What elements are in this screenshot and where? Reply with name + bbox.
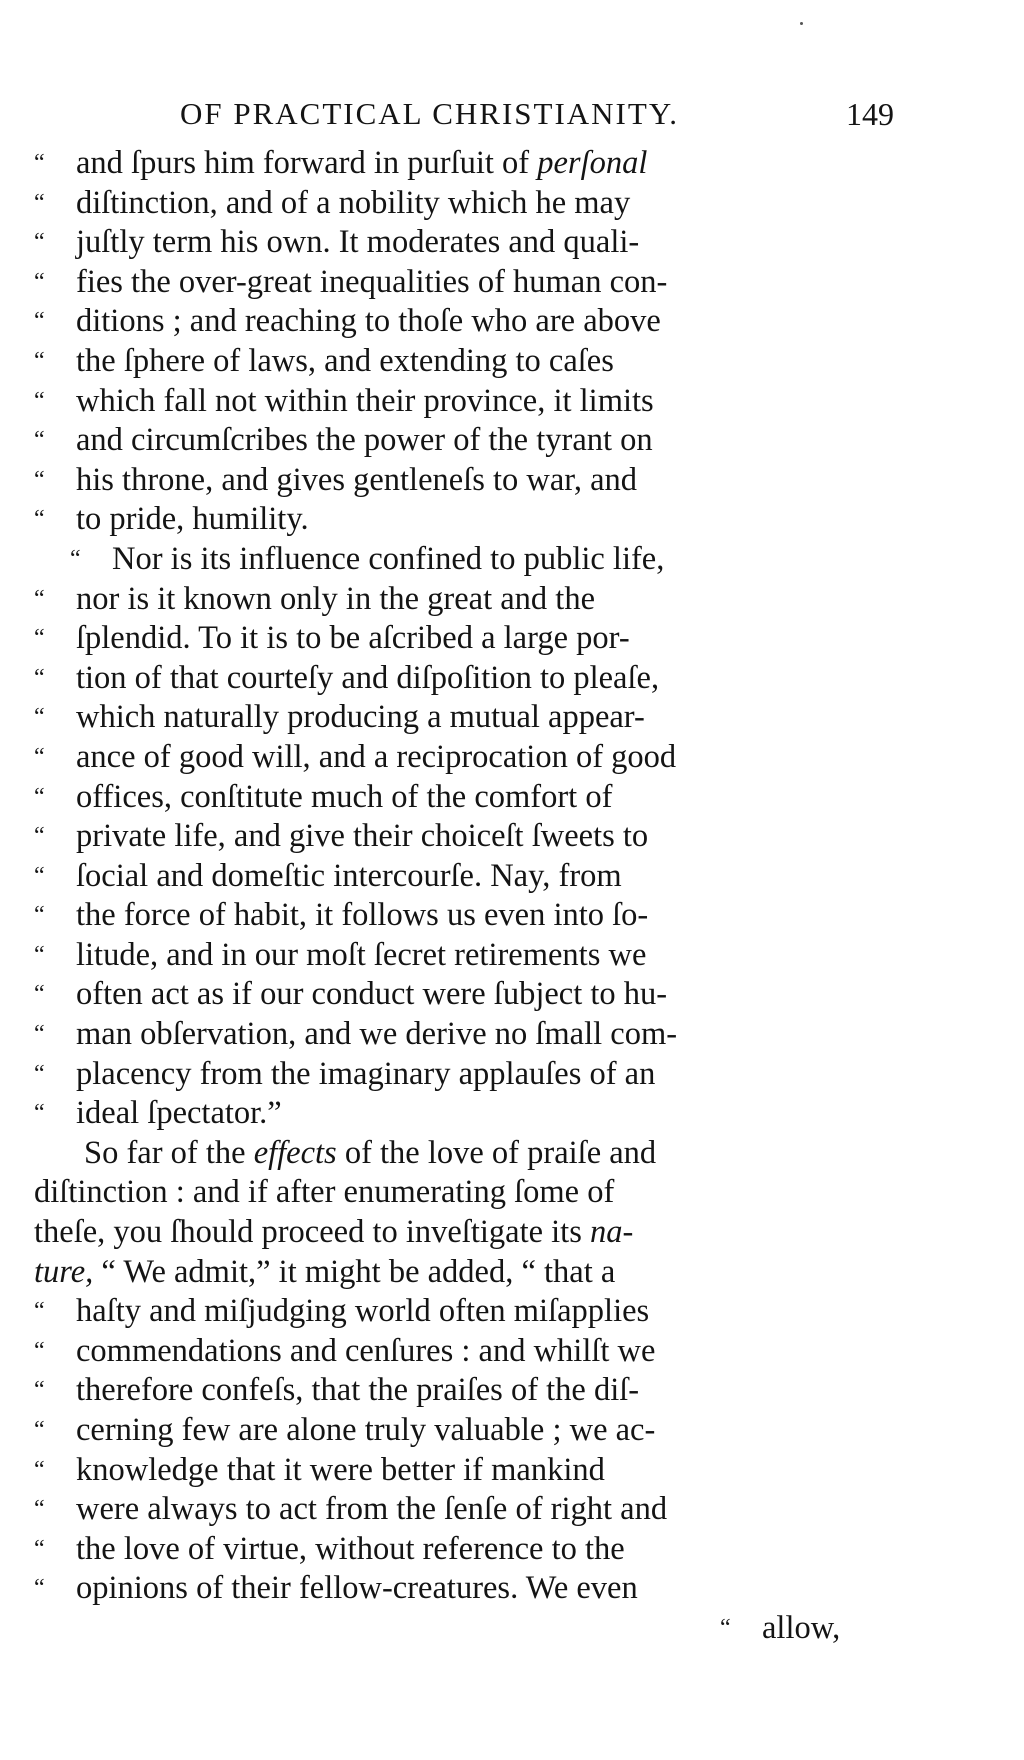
line-text: were always to act from the ſenſe of right and [76,1491,668,1528]
text-line [34,1569,924,1609]
quote-mark: “ [34,625,45,652]
line-text: man obſervation, and we derive no ſmall com- [76,1016,678,1053]
line-text: juſtly term his own. It moderates and quali- [76,224,640,261]
quote-mark: “ [34,902,45,929]
quote-mark: “ [34,1456,45,1483]
text-line [34,223,924,263]
text-line [34,144,924,184]
quote-mark: “ [34,150,45,176]
line-text: So far of the [84,1134,254,1171]
quote-mark: “ [34,1377,45,1404]
line-text: diſtinction : and if after enumerating ſome of [34,1174,615,1211]
italic-text: na- [589,1214,634,1251]
text-line [34,500,924,540]
quote-mark: “ [34,1298,45,1325]
line-text: Nor is its influence confined to public life, [112,540,665,577]
text-line [34,975,924,1015]
line-text: ditions ; and reaching to thoſe who are above [76,303,661,340]
text-line [34,263,924,303]
line-text: private life, and give their choiceſt ſweets to [76,818,649,855]
ink-speck [800,22,803,25]
text-line [34,461,924,501]
quote-mark: “ [34,1100,45,1127]
quote-mark: “ [34,743,45,770]
line-text: which fall not within their province, it limits [76,382,654,419]
quote-mark: “ [34,347,45,374]
quote-mark: “ [34,466,45,493]
catchword-line [34,1609,924,1649]
quote-mark: “ [34,704,45,731]
line-text: fies the over-great inequalities of human con- [76,263,668,300]
line-text: often act as if our conduct were ſubject to hu- [76,976,668,1013]
quote-mark: “ [34,862,45,889]
text-line [34,659,924,699]
text-line [34,1213,924,1253]
text-line [34,817,924,857]
text-line [34,342,924,382]
line-text: his throne, and gives gentleneſs to war, and [76,461,637,498]
quote-mark: “ [34,189,45,216]
line-text: therefore confeſs, that the praiſes of the diſ- [76,1372,640,1409]
line-text: of the love of praiſe and [336,1134,657,1171]
text-line [34,698,924,738]
text-line [34,302,924,342]
running-title: OF PRACTICAL CHRISTIANITY. [180,96,679,131]
text-line [34,738,924,778]
line-text: haſty and miſjudging world often miſapplies [76,1293,650,1330]
text-line [34,1411,924,1451]
line-text: ance of good will, and a reciprocation of good [76,738,677,775]
line-text: theſe, you ſhould proceed to inveſtigate its [34,1214,590,1251]
line-text: placency from the imaginary applauſes of an [76,1055,656,1092]
page-number: 149 [846,96,894,132]
line-text: nor is it known only in the great and the [76,580,596,617]
text-line [34,540,924,580]
line-text: the ſphere of laws, and extending to caſes [76,342,614,379]
line-text: to pride, humility. [76,501,309,538]
text-line [34,1490,924,1530]
quote-mark: “ [34,1060,45,1087]
text-line [34,1292,924,1332]
line-text: and ſpurs him forward in purſuit of [76,145,538,181]
text-line [34,1530,924,1570]
body-text [34,144,924,1649]
line-text: offices, conſtitute much of the comfort of [76,778,613,815]
quote-mark: “ [34,1535,45,1562]
text-line [34,184,924,224]
text-line [34,382,924,422]
quote-mark: “ [34,1337,45,1364]
quote-mark: “ [34,1575,45,1602]
line-text: tion of that courteſy and diſpoſition to pleaſe, [76,659,660,696]
line-text: the love of virtue, without reference to the [76,1530,625,1567]
italic-text: effects [253,1134,337,1171]
text-line [34,1094,924,1134]
quote-mark: “ [34,308,45,335]
text-line [34,1253,924,1293]
quote-mark: “ [34,585,45,612]
line-text: “ We admit,” it might be added, “ that a [93,1253,616,1290]
text-line [34,857,924,897]
line-text: which naturally producing a mutual appear- [76,699,645,736]
text-line [34,1451,924,1491]
text-line [34,1055,924,1095]
quote-mark: “ [34,823,45,850]
text-line [34,1173,924,1213]
quote-mark: “ [720,1614,731,1641]
text-line [34,580,924,620]
quote-mark: “ [34,941,45,968]
italic-text: ture, [34,1253,94,1290]
quote-mark: “ [34,268,45,295]
text-line [34,1134,924,1174]
quote-mark: “ [34,1417,45,1443]
line-text: allow, [762,1609,841,1646]
line-text: ſocial and domeſtic intercourſe. Nay, from [76,857,622,894]
quote-mark: “ [70,545,81,572]
quote-mark: “ [34,783,45,810]
line-text: commendations and cenſures : and whilſt we [76,1332,656,1369]
text-line [34,1015,924,1055]
quote-mark: “ [34,387,45,414]
line-text: and circumſcribes the power of the tyrant on [76,422,653,459]
line-text: ideal ſpectator.” [76,1095,282,1132]
quote-mark: “ [34,1496,45,1523]
line-text: cerning few are alone truly valuable ; we ac- [76,1412,656,1448]
quote-mark: “ [34,981,45,1008]
quote-mark: “ [34,229,45,256]
quote-mark: “ [34,1021,45,1048]
text-line [34,896,924,936]
text-line [34,936,924,976]
line-text: litude, and in our moſt ſecret retirements we [76,936,647,973]
quote-mark: “ [34,427,45,454]
line-text: diſtinction, and of a nobility which he may [76,184,631,221]
quote-mark: “ [34,506,45,533]
line-text: the force of habit, it follows us even into ſo- [76,897,649,934]
line-text: ſplendid. To it is to be aſcribed a large por- [76,620,630,657]
italic-text: perſonal [537,145,648,181]
text-line [34,1371,924,1411]
text-line [34,1332,924,1372]
text-line [34,619,924,659]
text-line [34,778,924,818]
quote-mark: “ [34,664,45,691]
text-line [34,421,924,461]
line-text: knowledge that it were better if mankind [76,1451,605,1488]
line-text: opinions of their fellow-creatures. We even [76,1570,638,1607]
page-header [0,96,1024,144]
